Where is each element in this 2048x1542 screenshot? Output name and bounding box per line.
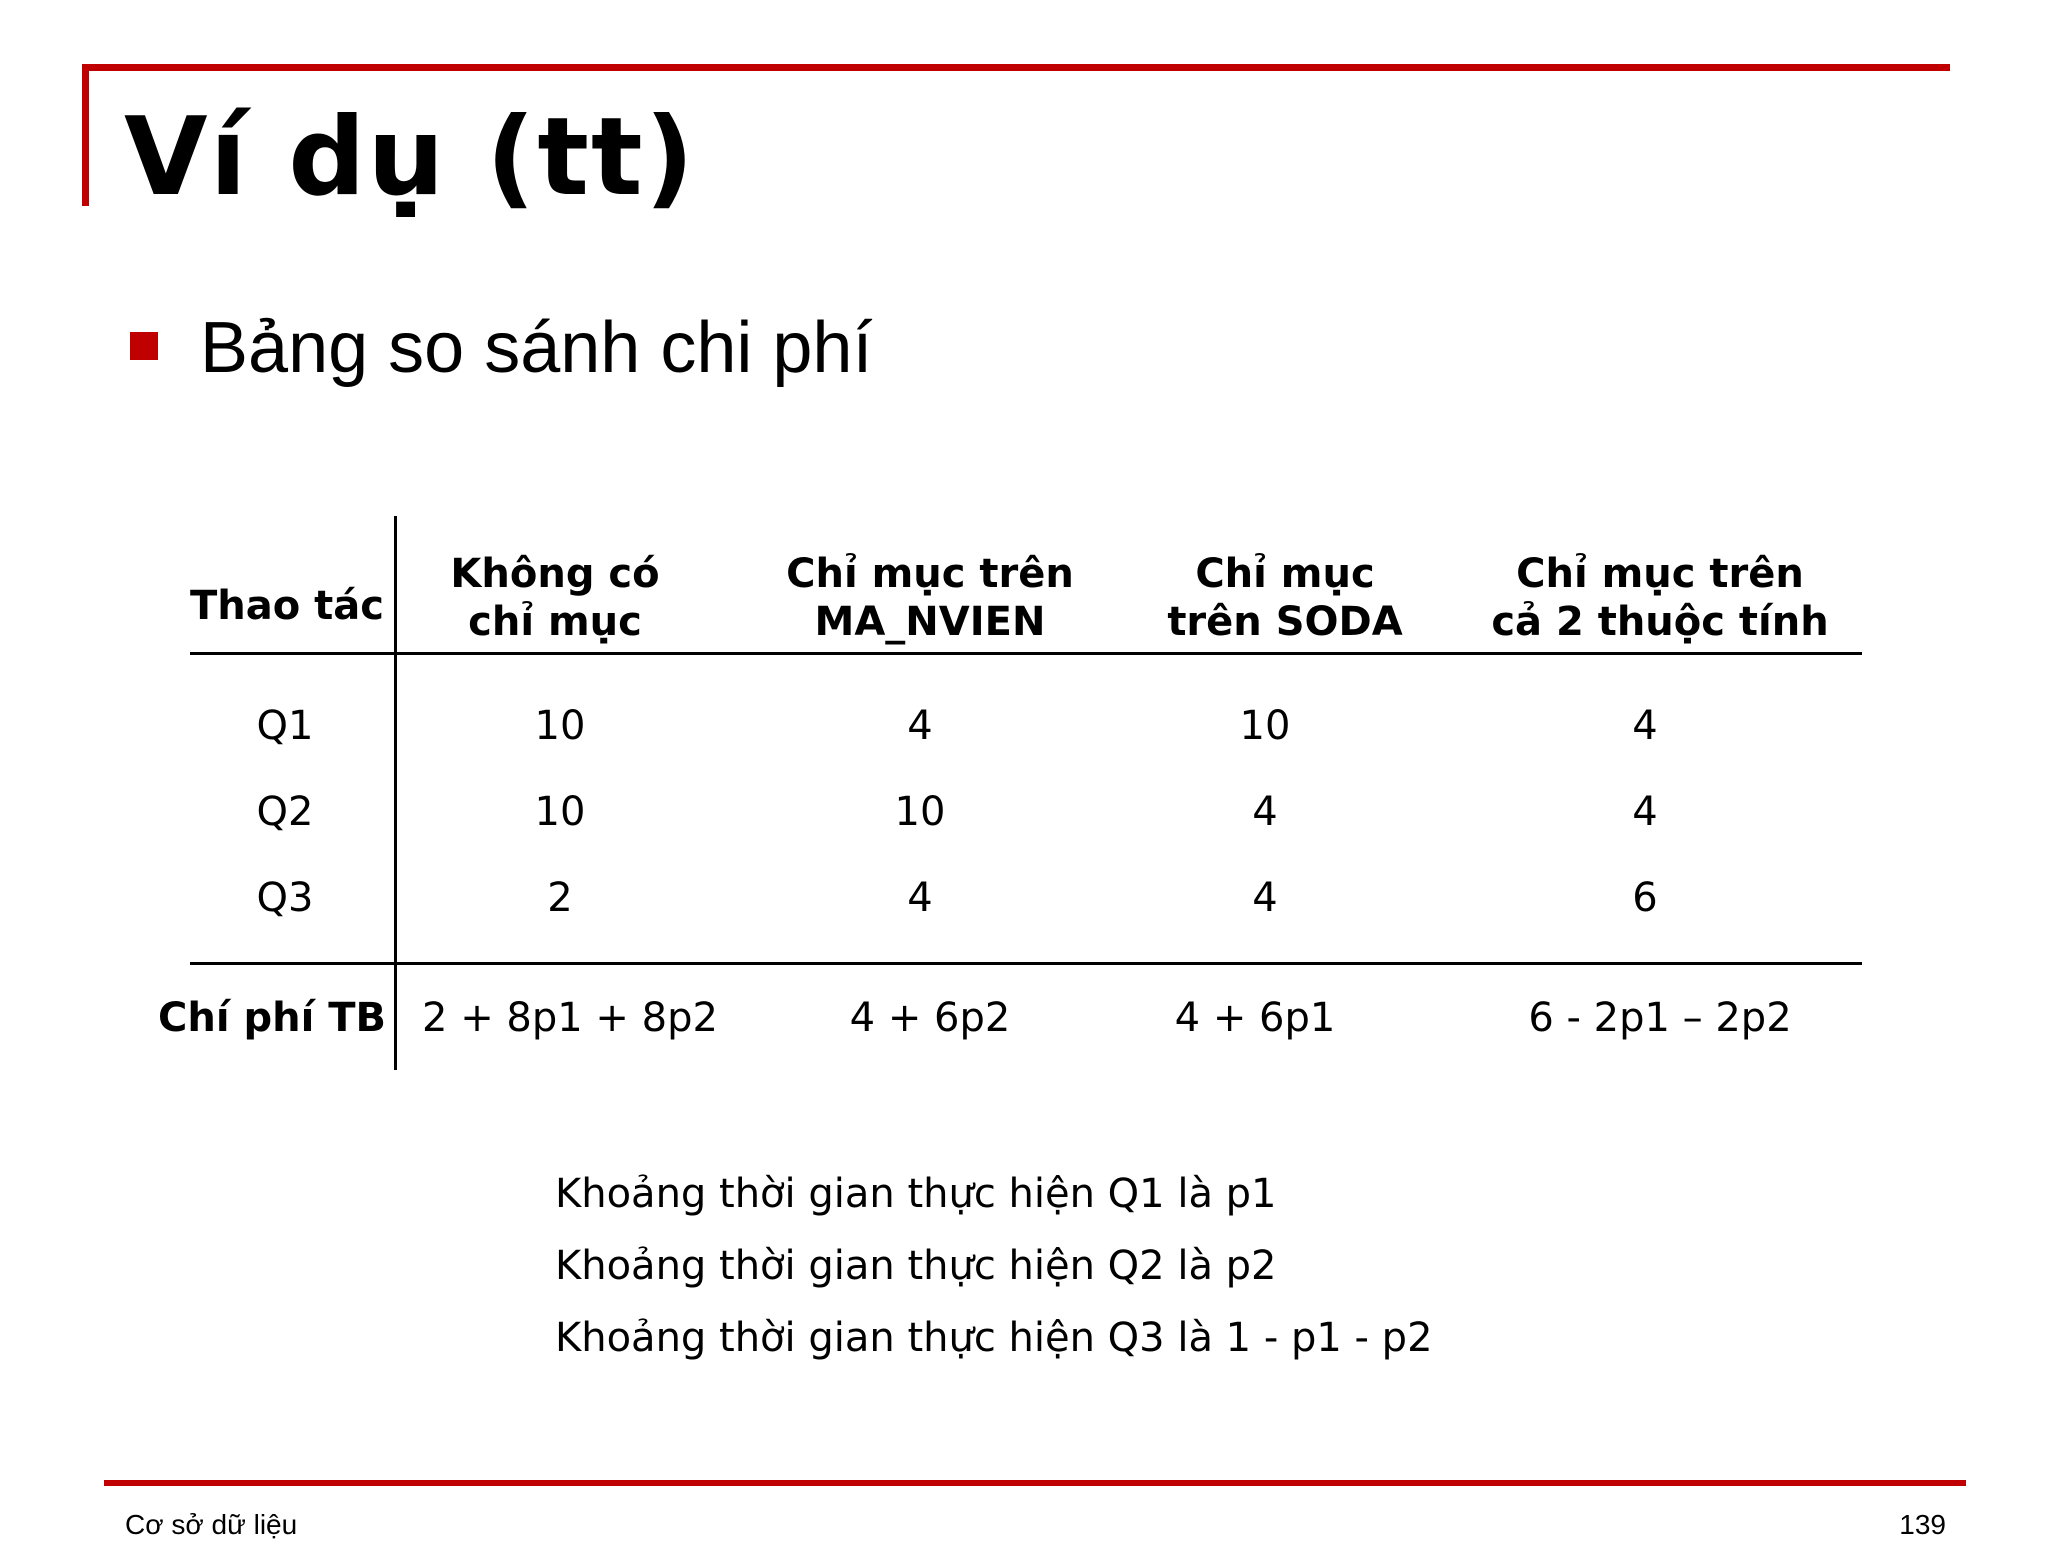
total-index-manvien: 4 + 6p2: [849, 995, 1011, 1041]
row-value: 4: [1632, 789, 1658, 835]
row-value: 10: [534, 703, 586, 749]
note-line: Khoảng thời gian thực hiện Q1 là p1: [555, 1171, 1277, 1217]
row-value: 10: [894, 789, 946, 835]
table-total-divider: [190, 962, 1862, 965]
title-rule-top: [82, 64, 1950, 71]
header-index-both-line1: Chỉ mục trên: [1516, 551, 1804, 597]
total-label: Chí phí TB: [158, 995, 386, 1041]
row-value: 10: [534, 789, 586, 835]
row-op: Q3: [256, 875, 314, 921]
total-index-both: 6 - 2p1 – 2p2: [1528, 995, 1792, 1041]
row-value: 4: [1252, 875, 1278, 921]
bullet-square-icon: [130, 332, 158, 360]
header-index-manvien-line2: MA_NVIEN: [814, 599, 1046, 645]
row-op: Q2: [256, 789, 314, 835]
header-index-both-line2: cả 2 thuộc tính: [1491, 599, 1829, 645]
header-index-soda-line1: Chỉ mục: [1195, 551, 1375, 597]
note-line: Khoảng thời gian thực hiện Q3 là 1 - p1 - p2: [555, 1315, 1433, 1361]
header-index-manvien-line1: Chỉ mục trên: [786, 551, 1074, 597]
title-rule-left: [82, 64, 89, 206]
row-value: 4: [1252, 789, 1278, 835]
note-line: Khoảng thời gian thực hiện Q2 là p2: [555, 1243, 1277, 1289]
table-column-divider: [394, 516, 397, 1070]
row-value: 4: [907, 703, 933, 749]
header-no-index-line2: chỉ mục: [468, 599, 642, 645]
total-no-index: 2 + 8p1 + 8p2: [422, 995, 718, 1041]
table-header-divider: [190, 652, 1862, 655]
row-op: Q1: [256, 703, 314, 749]
row-value: 10: [1239, 703, 1291, 749]
footer-rule: [104, 1480, 1966, 1486]
header-no-index-line1: Không có: [450, 551, 660, 597]
bullet-text: Bảng so sánh chi phí: [200, 308, 873, 388]
slide-title: Ví dụ (tt): [124, 95, 696, 220]
header-operation: Thao tác: [190, 583, 384, 629]
row-value: 6: [1632, 875, 1658, 921]
footer-course: Cơ sở dữ liệu: [125, 1509, 298, 1540]
row-value: 4: [1632, 703, 1658, 749]
footer-page-number: 139: [1899, 1509, 1946, 1540]
row-value: 2: [547, 875, 573, 921]
header-index-soda-line2: trên SODA: [1167, 599, 1403, 645]
row-value: 4: [907, 875, 933, 921]
total-index-soda: 4 + 6p1: [1174, 995, 1336, 1041]
